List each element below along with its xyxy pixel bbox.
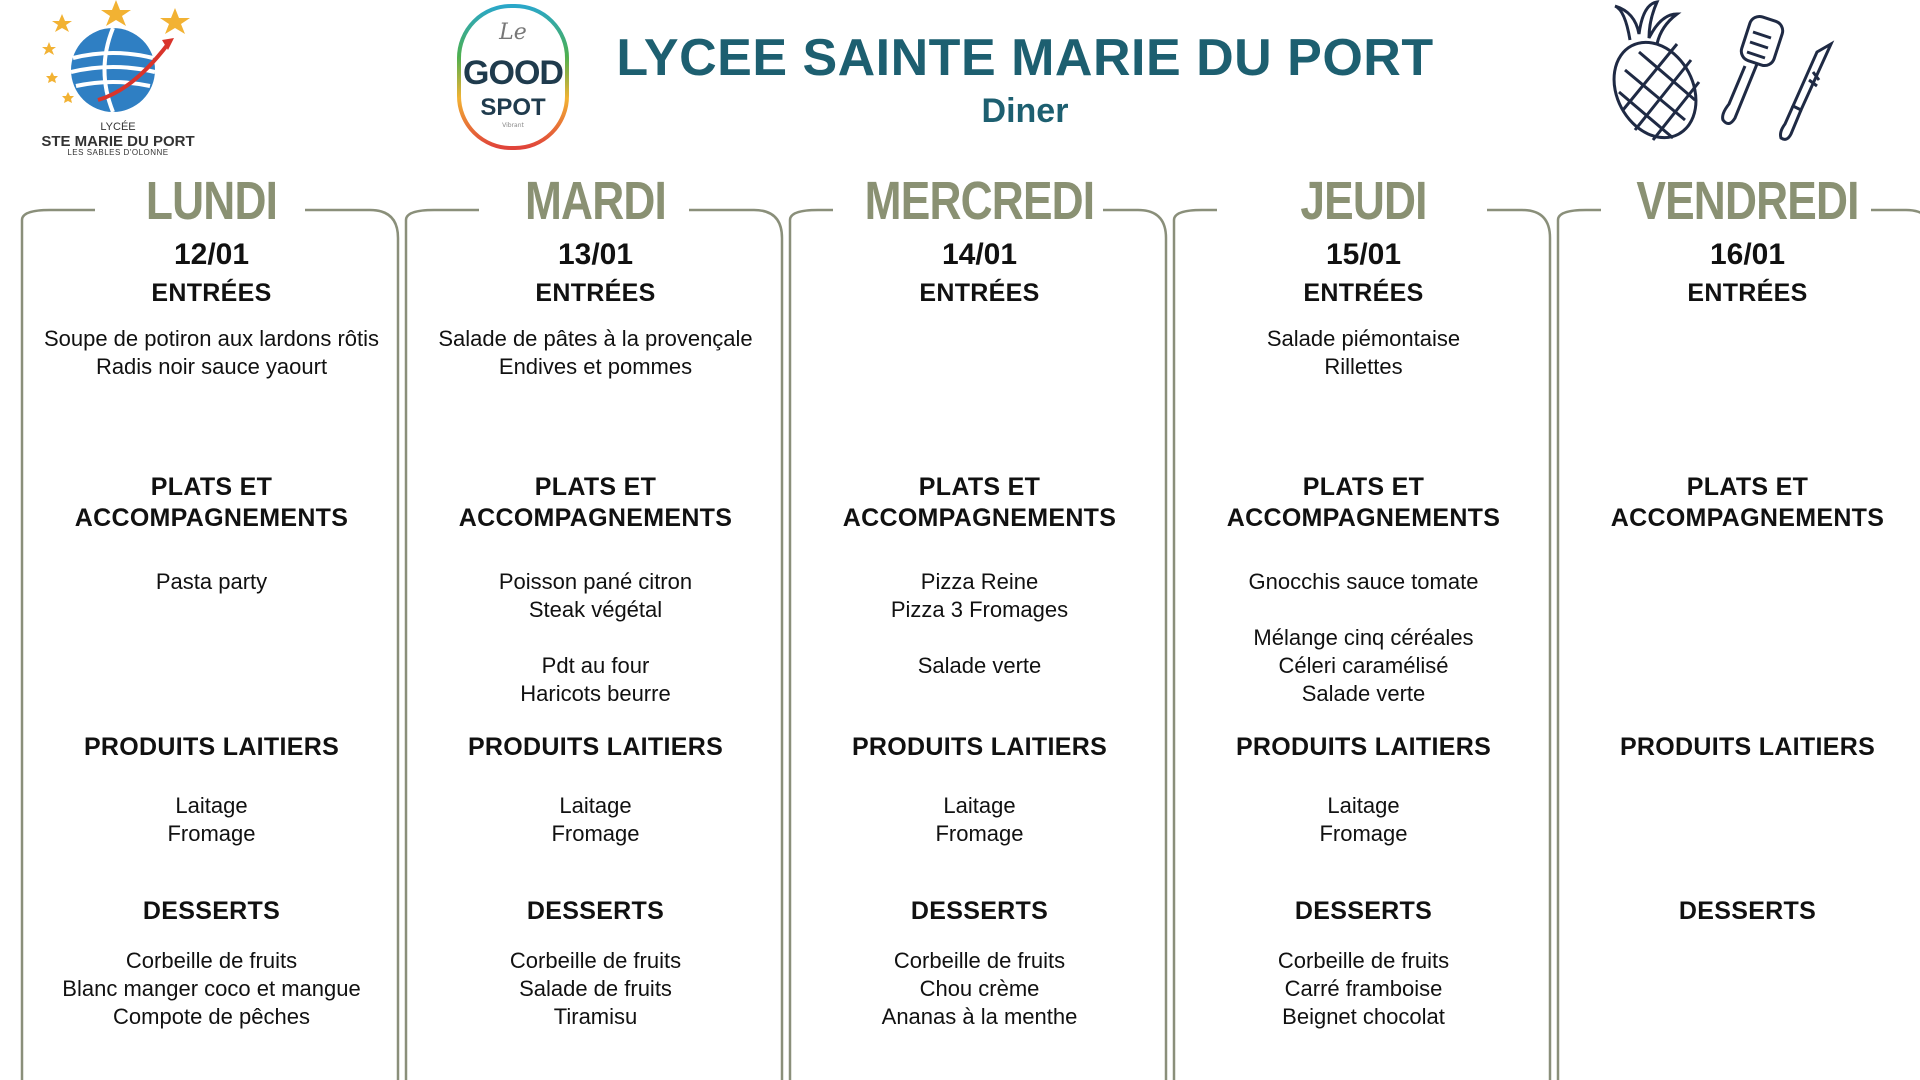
entrees-list-item: Radis noir sauce yaourt (95, 354, 328, 379)
day-column-jeudi (1172, 171, 1555, 1080)
plats-list-item: Pdt au four (541, 653, 650, 678)
lycee-logo-line3: LES SABLES D'OLONNE (67, 148, 169, 158)
section-desserts: DESSERTS (910, 897, 1049, 925)
day-name: MERCREDI (864, 171, 1095, 231)
entrees-list (1172, 325, 1555, 381)
page-subtitle: Diner (981, 92, 1069, 130)
lycee-logo (38, 0, 198, 165)
laitiers-list-item: Fromage (1319, 821, 1408, 846)
pineapple-utensils-icon (1595, 0, 1855, 160)
day-date: 16/01 (1709, 238, 1786, 271)
entrees-list-item: Soupe de potiron aux lardons rôtis (43, 326, 380, 351)
section-plats (20, 472, 403, 534)
day-date: 13/01 (557, 238, 634, 271)
section-plats-line1: PLATS ET (918, 473, 1041, 501)
section-plats-line2: ACCOMPAGNEMENTS (1226, 504, 1501, 532)
section-laitiers: PRODUITS LAITIERS (1619, 733, 1876, 761)
entrees-list-item: Endives et pommes (498, 354, 693, 379)
section-plats-line1: PLATS ET (1686, 473, 1809, 501)
day-column-mardi (404, 171, 787, 1080)
desserts-list-item: Corbeille de fruits (893, 948, 1066, 973)
lycee-logo-line1: LYCÉE (100, 121, 136, 133)
day-name: MARDI (524, 171, 667, 231)
section-entrees: ENTRÉES (919, 279, 1040, 307)
desserts-list (20, 947, 403, 1031)
section-plats (404, 472, 787, 534)
section-laitiers: PRODUITS LAITIERS (467, 733, 724, 761)
plats-list-item (404, 624, 787, 652)
section-desserts: DESSERTS (1294, 897, 1433, 925)
day-name: VENDREDI (1636, 171, 1859, 231)
plats-list (788, 568, 1171, 680)
day-date: 14/01 (941, 238, 1018, 271)
section-desserts: DESSERTS (526, 897, 665, 925)
section-plats-line1: PLATS ET (1302, 473, 1425, 501)
section-desserts: DESSERTS (142, 897, 281, 925)
plats-list-item: Poisson pané citron (498, 569, 693, 594)
section-plats (788, 472, 1171, 534)
plats-list-item: Pizza Reine (920, 569, 1039, 594)
laitiers-list-item: Laitage (943, 793, 1016, 818)
desserts-list-item: Corbeille de fruits (125, 948, 298, 973)
good-spot-le: Le (499, 20, 527, 45)
page-title: LYCEE SAINTE MARIE DU PORT (616, 29, 1434, 87)
day-date: 15/01 (1325, 238, 1402, 271)
laitiers-list (788, 792, 1171, 848)
good-spot-spot: SPOT (480, 94, 546, 121)
section-plats-line1: PLATS ET (534, 473, 657, 501)
good-spot-logo (455, 2, 571, 152)
plats-list (1172, 568, 1555, 708)
globe-logo-icon (38, 0, 198, 125)
lycee-logo-line2: STE MARIE DU PORT (41, 132, 195, 150)
entrees-list (404, 325, 787, 381)
section-laitiers: PRODUITS LAITIERS (1235, 733, 1492, 761)
desserts-list-item: Blanc manger coco et mangue (62, 976, 361, 1001)
plats-list (404, 568, 787, 708)
desserts-list (404, 947, 787, 1031)
plats-list-item: Pasta party (155, 569, 268, 594)
plats-list-item: Salade verte (1301, 681, 1426, 706)
section-entrees: ENTRÉES (1303, 279, 1424, 307)
desserts-list-item: Carré framboise (1284, 976, 1443, 1001)
entrees-list-item: Salade de pâtes à la provençale (438, 326, 753, 351)
section-plats-line2: ACCOMPAGNEMENTS (74, 504, 349, 532)
plats-list-item: Gnocchis sauce tomate (1248, 569, 1479, 594)
section-plats (1556, 472, 1920, 534)
section-plats-line1: PLATS ET (150, 473, 273, 501)
plats-list-item (1172, 596, 1555, 624)
laitiers-list-item: Laitage (175, 793, 248, 818)
plats-list-item: Pizza 3 Fromages (890, 597, 1069, 622)
laitiers-list-item: Fromage (167, 821, 256, 846)
plats-list-item: Mélange cinq céréales (1253, 625, 1474, 650)
desserts-list-item: Corbeille de fruits (1277, 948, 1450, 973)
day-name: LUNDI (145, 171, 278, 231)
desserts-list-item: Tiramisu (553, 1004, 638, 1029)
plats-list-item: Salade verte (917, 653, 1042, 678)
laitiers-list-item: Fromage (935, 821, 1024, 846)
desserts-list (1172, 947, 1555, 1031)
plats-list-item: Steak végétal (528, 597, 663, 622)
day-column-mercredi (788, 171, 1171, 1080)
laitiers-list-item: Laitage (559, 793, 632, 818)
laitiers-list (20, 792, 403, 848)
desserts-list-item: Chou crème (919, 976, 1040, 1001)
desserts-list-item: Beignet chocolat (1282, 1004, 1445, 1029)
section-plats-line2: ACCOMPAGNEMENTS (1610, 504, 1885, 532)
desserts-list (788, 947, 1171, 1031)
desserts-list-item: Compote de pêches (113, 1004, 310, 1029)
section-plats-line2: ACCOMPAGNEMENTS (842, 504, 1117, 532)
section-desserts: DESSERTS (1678, 897, 1817, 925)
section-plats (1172, 472, 1555, 534)
section-laitiers: PRODUITS LAITIERS (851, 733, 1108, 761)
desserts-list-item: Corbeille de fruits (509, 948, 682, 973)
day-name: JEUDI (1300, 171, 1427, 231)
desserts-list-item: Salade de fruits (519, 976, 672, 1001)
good-spot-small: Vibrant (502, 122, 524, 129)
entrees-list-item: Salade piémontaise (1266, 326, 1461, 351)
laitiers-list (1172, 792, 1555, 848)
good-spot-good: GOOD (463, 54, 563, 92)
day-frame (20, 180, 403, 1080)
desserts-list-item: Ananas à la menthe (881, 1004, 1078, 1029)
laitiers-list-item: Laitage (1327, 793, 1400, 818)
section-entrees: ENTRÉES (151, 279, 272, 307)
plats-list-item: Céleri caramélisé (1278, 653, 1449, 678)
plats-list (20, 568, 403, 596)
day-column-vendredi (1556, 171, 1920, 1080)
section-entrees: ENTRÉES (535, 279, 656, 307)
entrees-list-item: Rillettes (1324, 354, 1403, 379)
entrees-list (20, 325, 403, 381)
section-entrees: ENTRÉES (1687, 279, 1808, 307)
section-plats-line2: ACCOMPAGNEMENTS (458, 504, 733, 532)
day-date: 12/01 (173, 238, 250, 271)
day-frame (1556, 180, 1920, 1080)
day-column-lundi (20, 171, 403, 1080)
plats-list-item (788, 624, 1171, 652)
plats-list-item: Haricots beurre (520, 681, 671, 706)
laitiers-list-item: Fromage (551, 821, 640, 846)
section-laitiers: PRODUITS LAITIERS (83, 733, 340, 761)
laitiers-list (404, 792, 787, 848)
